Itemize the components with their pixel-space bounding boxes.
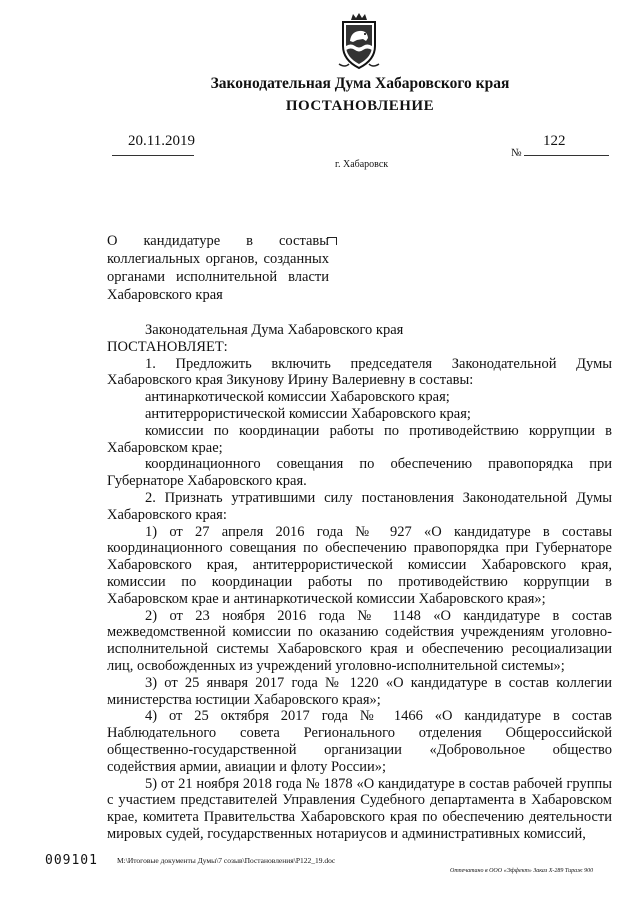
item-1-b: антитеррористической комиссии Хабаровского края;: [145, 405, 471, 422]
item-1-c: комиссии по координации работы по противодействию коррупции в Хабаровском крае;: [107, 422, 612, 456]
coat-of-arms-icon: [335, 12, 383, 70]
organization-name: Законодательная Дума Хабаровского края: [210, 75, 510, 92]
city-label: г. Хабаровск: [335, 159, 389, 170]
document-number: 122: [543, 133, 566, 149]
sheet-number: 009101: [45, 853, 98, 868]
item-2-5: 5) от 21 ноября 2018 года № 1878 «О кандидатуре в состав рабочей группы с участием представителей Управления Судебного департамента в Хабаровском крае, комитета Правительства Хабаровского края по обеспечению деятельности мировых судей, государственных нотариусов и административных комиссий,: [107, 775, 612, 842]
item-2-1: 1) от 27 апреля 2016 года № 927 «О кандидатуре в составы координационного совещания по обеспечению правопорядка при Губернаторе Хабаровского края, антитеррористической комиссии Хабаровского края, комиссии по координации работы по противодействию коррупции в Хабаровском крае и антинаркотической комиссии Хабаровского края»;: [107, 523, 612, 607]
item-2: 2. Признать утратившими силу постановления Законодательной Думы Хабаровского края:: [107, 489, 612, 523]
document-date: 20.11.2019: [128, 133, 195, 149]
number-underline: [524, 155, 609, 156]
document-type: ПОСТАНОВЛЕНИЕ: [285, 98, 435, 114]
number-label: №: [511, 147, 522, 159]
item-2-4: 4) от 25 октября 2017 года № 1466 «О кандидатуре в состав Наблюдательного совета Регионального отделения Общероссийской общественно-государственной организации «Добровольное общество содействия армии, авиации и флоту России»;: [107, 708, 612, 775]
document-title: О кандидатуре в составы коллегиальных органов, созданных органами исполнительной власти Хабаровского края: [107, 233, 329, 303]
item-1-a: антинаркотической комиссии Хабаровского края;: [145, 389, 450, 406]
item-1-d: координационного совещания по обеспечению правопорядка при Губернаторе Хабаровского края.: [107, 456, 612, 490]
document-body: [107, 322, 612, 843]
file-path: M:\Итоговые документы Думы\7 созыв\Постановления\P122_19.doc: [117, 856, 336, 865]
item-1: 1. Предложить включить председателя Законодательной Думы Хабаровского края Зикунову Ирину Валериевну в составы:: [107, 355, 612, 389]
resolves-paragraph: ПОСТАНОВЛЯЕТ:: [107, 338, 228, 355]
title-corner-mark: [327, 237, 337, 245]
item-2-2: 2) от 23 ноября 2016 года № 1148 «О кандидатуре в состав межведомственной комиссии по оказанию содействия учреждениям уголовно-исполнительной системы Хабаровского края и обеспечению ресоциализации лиц, освобожденных из учреждений уголовно-исполнительной системы»;: [107, 607, 612, 674]
date-underline: [112, 155, 194, 156]
printer-note: Отпечатано в ООО «Эффект» Заказ Х-289 Тираж 900: [450, 868, 594, 874]
intro-paragraph: Законодательная Дума Хабаровского края: [145, 322, 404, 338]
item-2-3: 3) от 25 января 2017 года № 1220 «О кандидатуре в состав коллегии министерства юстиции Хабаровского края»;: [107, 674, 612, 708]
